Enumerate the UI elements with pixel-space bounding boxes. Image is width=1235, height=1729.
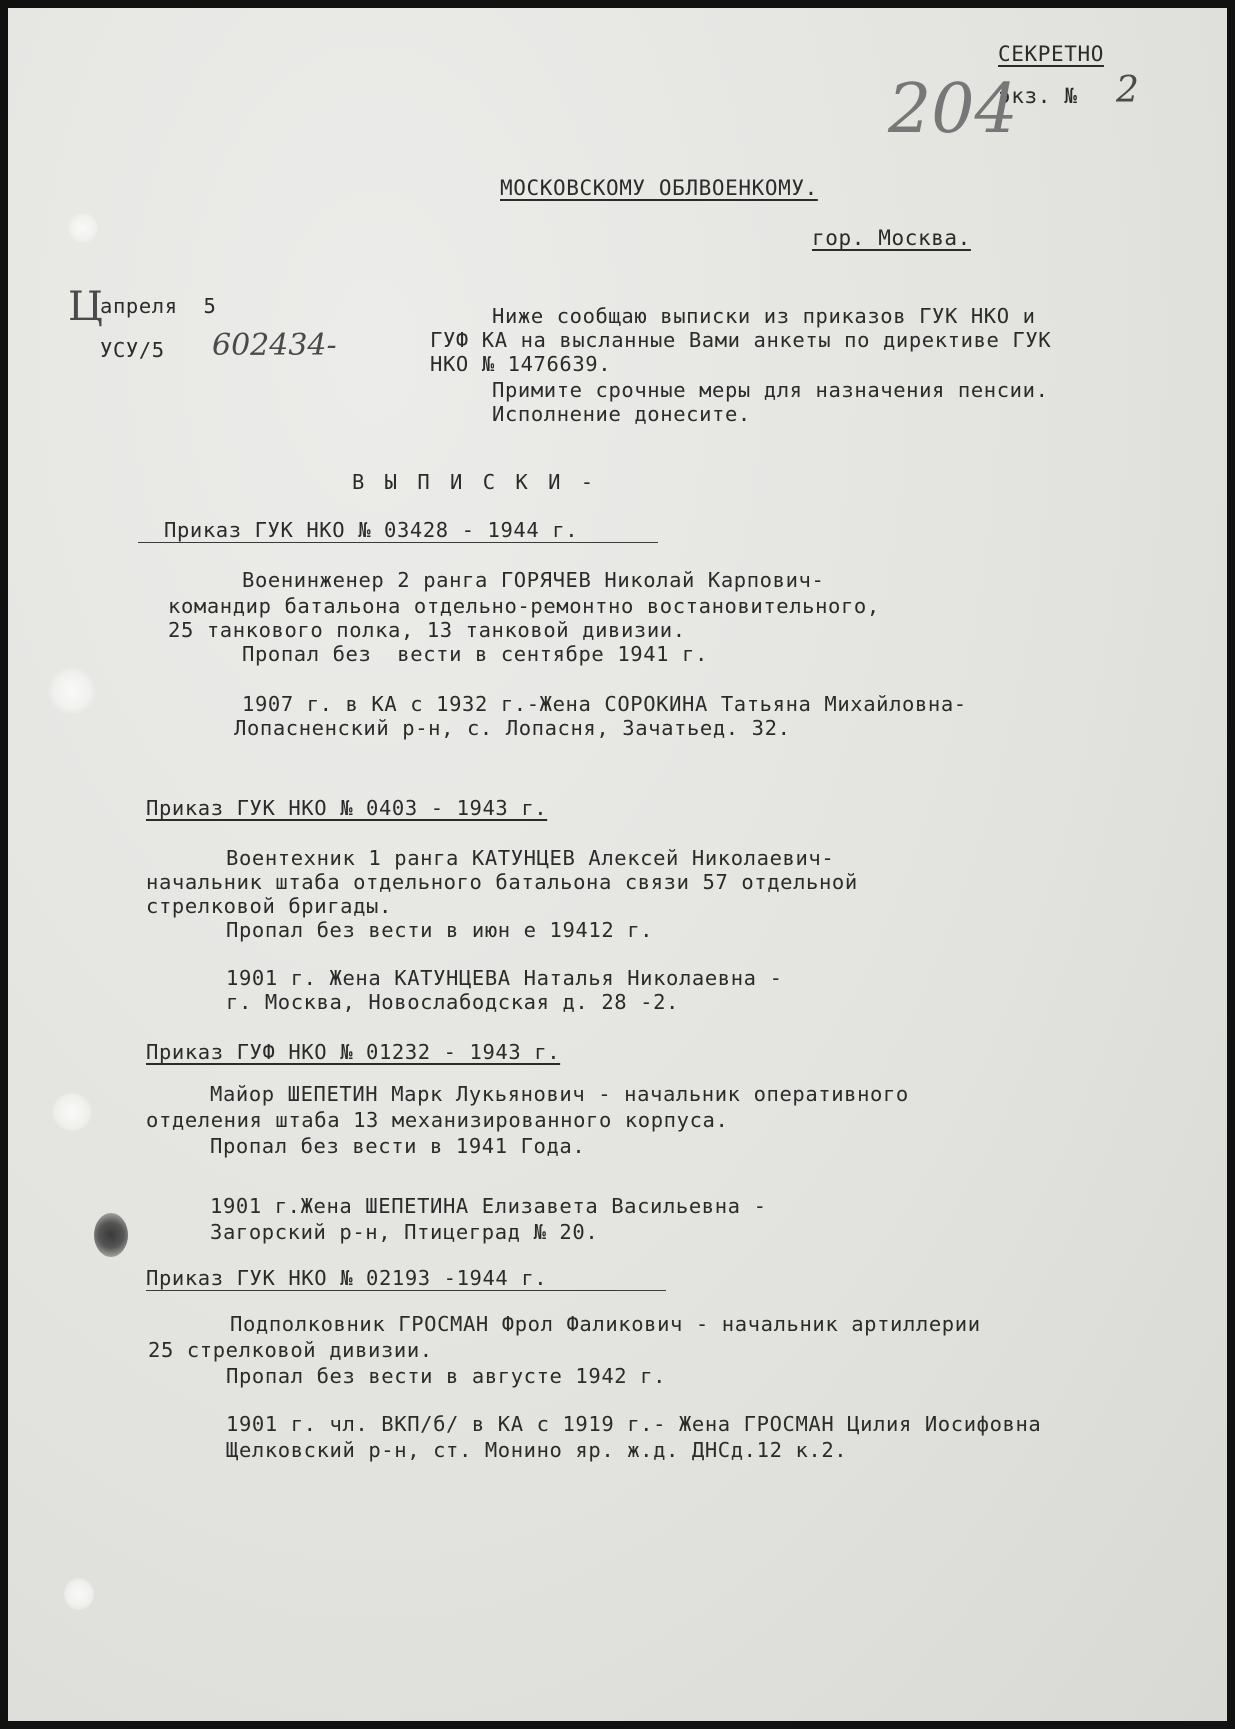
punch-hole [66,213,100,243]
body-line: Исполнение донесите. [492,402,751,426]
punch-hole [52,1093,92,1131]
copy-number: 2 [1116,70,1139,111]
order-heading: Приказ ГУК НКО № 03428 - 1944 г. [164,518,579,542]
addressee-title: МОСКОВСКОМУ ОБЛВОЕНКОМУ. [500,176,818,200]
order-text: Пропал без вести в августе 1942 г. [226,1364,667,1388]
outgoing-number-handwritten: 602434- [212,328,337,363]
order-heading: Приказ ГУК НКО № 0403 - 1943 г. [146,796,548,820]
order-text: Подполковник ГРОСМАН Фрол Фаликович - начальник артиллерии [230,1312,981,1336]
document-page [8,8,1227,1721]
family-text: 1901 г. Жена КАТУНЦЕВА Наталья Николаевна - [226,966,783,990]
body-line: Примите срочные меры для назначения пенсии. [492,378,1049,402]
order-text: отделения штаба 13 механизированного корпуса. [146,1108,729,1132]
order-text: Воентехник 1 ранга КАТУНЦЕВ Алексей Николаевич- [226,846,835,870]
family-text: 1901 г. чл. ВКП/б/ в КА с 1919 г.- Жена ГРОСМАН Цилия Иосифовна [226,1412,1042,1436]
dept-code: УСУ/5 [100,338,165,362]
punch-hole [64,1578,94,1610]
order-text: Майор ШЕПЕТИН Марк Лукьянович - начальник оперативного [210,1082,909,1106]
heading-underline [146,1290,666,1291]
order-text: Пропал без вести в сентябре 1941 г. [242,642,708,666]
order-text: начальник штаба отдельного батальона связи 57 отдельной [146,870,858,894]
family-text: Лопасненский р-н, с. Лопасня, Зачатьед. 32. [234,716,791,740]
addressee-city: гор. Москва. [812,226,971,250]
punch-hole [94,1213,128,1257]
family-text: Щелковский р-н, ст. Монино яр. ж.д. ДНСд.12 к.2. [226,1438,848,1462]
order-text: 25 стрелковой дивизии. [148,1338,433,1362]
date-prefix-handwritten: Ц [68,284,103,330]
order-text: Пропал без вести в 1941 Года. [210,1134,586,1158]
folio-number-handwritten: 204 [888,70,1018,149]
order-text: Пропал без вести в июн е 19412 г. [226,918,654,942]
classification-mark: СЕКРЕТНО [998,42,1104,66]
order-heading: Приказ ГУК НКО № 02193 -1944 г. [146,1266,548,1290]
copy-label: экз. № [998,84,1078,108]
date-line: апреля 5 [100,294,217,318]
family-text: 1901 г.Жена ШЕПЕТИНА Елизавета Васильевна - [210,1194,767,1218]
body-line: НКО № 1476639. [430,352,612,376]
body-line: ГУФ КА на высланные Вами анкеты по директиве ГУК [430,328,1052,352]
family-text: г. Москва, Новослабодская д. 28 -2. [226,990,679,1014]
order-heading: Приказ ГУФ НКО № 01232 - 1943 г. [146,1040,561,1064]
punch-hole [48,668,96,714]
family-text: 1907 г. в КА с 1932 г.-Жена СОРОКИНА Татьяна Михайловна- [242,692,967,716]
extracts-title: В Ы П И С К И - [352,470,598,494]
order-text: стрелковой бригады. [146,894,392,918]
heading-underline [138,542,658,543]
body-line: Ниже сообщаю выписки из приказов ГУК НКО и [492,304,1036,328]
order-text: Военинженер 2 ранга ГОРЯЧЕВ Николай Карпович- [242,568,825,592]
order-text: 25 танкового полка, 13 танковой дивизии. [168,618,686,642]
order-text: командир батальона отдельно-ремонтно востановительного, [168,594,880,618]
family-text: Загорский р-н, Птицеград № 20. [210,1220,599,1244]
